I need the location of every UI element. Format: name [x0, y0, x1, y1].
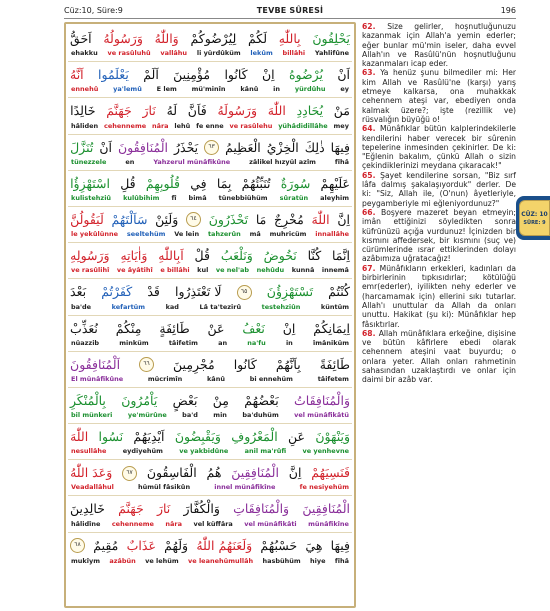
arabic-line — [68, 319, 352, 339]
arabic-line — [68, 427, 352, 447]
translation-paragraph — [362, 22, 516, 68]
verse-number: 65. — [362, 170, 381, 180]
transliteration-word: kad — [165, 302, 179, 311]
transliteration-word: kulistehziû — [71, 193, 112, 202]
sura-title: TEVBE SÛRESİ — [256, 6, 324, 15]
arabic-word: تَسْتَهْزِؤُنَ — [266, 284, 314, 300]
transliteration-word: in — [285, 338, 293, 347]
arabic-word: مِنْ — [212, 392, 229, 408]
transliteration-word: hiye — [310, 556, 326, 565]
transliteration-word: innemâ — [321, 266, 349, 275]
header-divider — [64, 18, 516, 19]
arabic-word: وَلَئِنْ — [155, 211, 179, 227]
transliteration-word: ba'de — [71, 302, 92, 311]
transliteration-word: in — [273, 85, 281, 94]
arabic-word: تُنَبِّئُهُمْ — [241, 175, 271, 191]
transliteration-word: mücrimîn — [147, 374, 183, 383]
ayah-marker: ٦٥ — [237, 285, 252, 300]
verse-row — [68, 171, 352, 207]
transliteration-line — [68, 157, 352, 167]
translation-text: Münâfıklar bütün kalplerindekilerle kendilerini haber verecek bir sûrenin tepelerine inmesinden çekinirler. De ki: "Eğlenin bakalım, çünkü Allah o sizin çekindiklerinizi meydana çıkaracak!" — [362, 124, 516, 171]
arabic-word: نَارَ — [156, 501, 171, 517]
transliteration-line — [68, 556, 352, 566]
arabic-word: وَلَعَنَهُمُ اللّٰهُ — [196, 537, 253, 553]
page-header — [64, 4, 516, 18]
translation-column — [362, 22, 516, 608]
verse-row — [68, 62, 352, 98]
transliteration-word: tünezzele — [71, 157, 107, 166]
transliteration-word: anil ma'rûfi — [244, 447, 287, 456]
transliteration-word: lehû — [174, 121, 191, 130]
arabic-word: ذٰلِكَ — [304, 139, 325, 155]
arabic-word: جَهَنَّمَ — [106, 103, 132, 119]
transliteration-word: ve rasûlehu — [229, 121, 273, 130]
transliteration-word: vel münâfikâti — [244, 519, 297, 528]
translation-paragraph — [362, 264, 516, 329]
transliteration-line — [68, 302, 352, 312]
arabic-word: بِاللّٰهِ — [278, 31, 301, 46]
transliteration-word: sûratün — [279, 193, 309, 202]
verse-row — [68, 279, 352, 315]
arabic-word: لَكُمْ — [247, 31, 267, 46]
arabic-word: سَاَلْتَهُمْ — [111, 211, 148, 227]
transliteration-word: hâlidîne — [71, 519, 101, 528]
arabic-word: اَلَمْ — [143, 67, 159, 83]
arabic-word: اَيْدِيَهُمْ — [133, 429, 165, 445]
transliteration-word: lekûm — [250, 49, 273, 58]
verse-number: 63. — [362, 68, 381, 78]
transliteration-line — [68, 482, 352, 492]
transliteration-word: fe enne — [196, 121, 224, 130]
transliteration-word: minküm — [119, 338, 149, 347]
transliteration-word: fe nesiyehüm — [299, 483, 349, 492]
juz-sura-label: Cüz:10, Süre:9 — [64, 6, 123, 15]
transliteration-word: bil münkeri — [71, 411, 113, 420]
arabic-word: نُعَذِّبْ — [70, 320, 98, 336]
arabic-word: عَذَابٌ — [126, 537, 156, 553]
arabic-line — [68, 29, 352, 49]
arabic-word: الْمُنَافِقِينَ — [302, 501, 350, 517]
transliteration-word: testehziûn — [261, 302, 301, 311]
transliteration-word: tahzerûn — [207, 230, 241, 239]
arabic-word: خَالِدًا — [70, 103, 96, 119]
verse-row — [68, 533, 352, 569]
juz-tab[interactable] — [516, 196, 550, 240]
transliteration-word: nüazzib — [71, 338, 100, 347]
arabic-word: نَسُوا — [98, 429, 124, 445]
transliteration-word: na'fu — [247, 338, 266, 347]
transliteration-word: îmâniküm — [313, 338, 349, 347]
transliteration-word: Yahzerul münâfikûne — [153, 157, 231, 166]
verse-row — [68, 98, 352, 134]
transliteration-word: ey — [340, 85, 349, 94]
arabic-word: تَحْذَرُونَ — [208, 211, 249, 227]
verse-row — [68, 460, 352, 496]
verse-row — [68, 424, 352, 460]
transliteration-word: muhricüm — [269, 230, 307, 239]
verse-number: 68. — [362, 328, 379, 338]
verse-row — [68, 316, 352, 352]
transliteration-word: nehûdu — [256, 266, 285, 275]
transliteration-word: münâfikîne — [308, 519, 349, 528]
transliteration-word: an — [218, 338, 228, 347]
arabic-line — [68, 101, 352, 121]
arabic-word: نَخُوضُ — [263, 248, 297, 264]
arabic-word: لَيَقُولُنَّ — [70, 211, 104, 227]
arabic-word: وَرَسُولَهُ — [217, 103, 257, 119]
transliteration-line — [68, 410, 352, 420]
transliteration-word: ve rasûlihî — [71, 266, 110, 275]
transliteration-word: kânû — [240, 85, 259, 94]
transliteration-word: Lâ ta'tezirû — [199, 302, 242, 311]
transliteration-word: El münâfikûne — [71, 374, 124, 383]
verse-row — [68, 496, 352, 532]
transliteration-word: ye'mürûne — [127, 411, 167, 420]
arabic-word: مُؤْمِنِينَ — [173, 67, 211, 83]
transliteration-word: bi ennehüm — [249, 374, 293, 383]
transliteration-word: tâifetim — [168, 338, 198, 347]
arabic-word: اِنْ — [282, 320, 296, 336]
transliteration-word: Yahlifûne — [314, 49, 349, 58]
transliteration-word: cehenneme — [111, 519, 154, 528]
translation-text: Şayet kendilerine sorsan, "Biz sırf lâfa dalmış şakalaşıyorduk" derler. De ki: "Siz, Allah ile, (O'nun) âyetleriyle, peygamberiyle mi eğleniyordunuz?" — [362, 170, 516, 208]
transliteration-word: zâlikel hızyül azîm — [249, 157, 316, 166]
arabic-word: قَدْ — [147, 284, 160, 300]
verse-number: 67. — [362, 263, 380, 273]
arabic-word: كَانُوا — [233, 356, 257, 372]
arabic-word: اَبِاللّٰهِ — [158, 248, 184, 264]
translation-text: Allah münâfıklara erkeğine, dişisine ve bütün kâfirlere ebedi olarak cehennem ateşini vaat buyurdu; o onlara yeter. Allah onları rahmetinin sahasından uzaklaştırdı ve onlar için daimi bir azâb var. — [362, 328, 516, 385]
arabic-word: مَنْ — [333, 103, 350, 119]
translation-paragraph — [362, 171, 516, 208]
arabic-word: وَرَسُولُهُ — [103, 31, 143, 46]
arabic-word: كَفَرْتُمْ — [101, 284, 133, 300]
verse-number: 66. — [362, 207, 381, 217]
transliteration-word: kânû — [206, 374, 225, 383]
transliteration-line — [68, 84, 352, 94]
transliteration-word: cehenneme — [103, 121, 147, 130]
transliteration-word: ya'lemû — [113, 85, 142, 94]
arabic-line — [68, 246, 352, 266]
ayah-marker: ٦٣ — [204, 140, 219, 155]
transliteration-word: fî — [171, 193, 177, 202]
transliteration-word: ve yakbidûne — [179, 447, 229, 456]
transliteration-word: hâliden — [71, 121, 99, 130]
arabic-word: اَلْمُنَافِقُونَ — [70, 356, 121, 372]
verse-number: 62. — [362, 22, 388, 31]
arabic-word: اللّٰهَ — [311, 211, 330, 227]
verse-row — [68, 243, 352, 279]
arabic-word: الْعَظِيمُ — [225, 139, 261, 155]
transliteration-word: kulûbihim — [123, 193, 160, 202]
verse-row — [68, 207, 352, 243]
ayah-marker: ٦٦ — [139, 357, 154, 372]
ayah-marker: ٦٤ — [186, 212, 201, 227]
translation-text: Size gelirler, hoşnutluğunuzu kazanmak için Allah'a yemin ederler; eğer bunlar mü'min iseler, daha evvel Allah'ın ve Rasûlü'nün hoşnutluğunu kazanmaları icap eder. — [362, 22, 516, 69]
transliteration-word: innel münâfikîne — [214, 483, 276, 492]
arabic-word: كَانُوا — [224, 67, 248, 83]
translation-paragraph — [362, 124, 516, 170]
transliteration-word: ehakku — [71, 49, 98, 58]
transliteration-word: mâ — [249, 230, 261, 239]
transliteration-word: ve yenhevne — [302, 447, 349, 456]
arabic-word: عَلَيْهِمْ — [320, 175, 350, 191]
arabic-word: فِيهَا — [330, 537, 350, 553]
translation-paragraph — [362, 68, 516, 124]
transliteration-word: ve nel'ab — [215, 266, 250, 275]
transliteration-word: fîhâ — [334, 556, 349, 565]
transliteration-word: billâhi — [282, 49, 306, 58]
transliteration-word: innallâhe — [315, 230, 349, 239]
arabic-line — [68, 355, 352, 375]
arabic-line — [68, 138, 352, 158]
arabic-word: فَنَسِيَهُمْ — [311, 465, 350, 481]
arabic-word: بَعْضُهُمْ — [244, 392, 279, 408]
arabic-word: هُمُ — [206, 465, 222, 481]
arabic-word: اللّٰهَ — [70, 429, 89, 445]
arabic-word: يُرْضُوهُ — [288, 67, 323, 83]
verse-row — [68, 135, 352, 171]
ayah-marker: ٦٧ — [122, 466, 137, 481]
arabic-word: بَعْدَ — [70, 284, 87, 300]
arabic-word: الْمُنَافِقُونَ — [117, 139, 168, 155]
arabic-word: فَاَنَّ — [187, 103, 207, 119]
page-number: 196 — [500, 6, 516, 15]
transliteration-word: hümül fâsikûn — [138, 483, 191, 492]
transliteration-word: kefartüm — [111, 302, 146, 311]
arabic-word: لَهُ — [166, 103, 178, 119]
arabic-word: لِيُرْضُوكُمْ — [190, 31, 237, 46]
transliteration-word: mü'minîn — [191, 85, 226, 94]
transliteration-word: yürdûhu — [294, 85, 326, 94]
arabic-line — [68, 174, 352, 194]
arabic-word: الْمَعْرُوفِ — [231, 429, 278, 445]
arabic-line — [68, 391, 352, 411]
transliteration-word: kul — [197, 266, 209, 275]
arabic-word: وَاٰيَاتِهِ — [120, 248, 148, 264]
arabic-word: مُخْرِجٌ — [274, 211, 304, 227]
transliteration-word: aleyhim — [320, 193, 349, 202]
transliteration-line — [68, 48, 352, 58]
arabic-word: يَحْذَرُ — [173, 139, 199, 155]
arabic-word: بِاَنَّهُمْ — [275, 356, 301, 372]
verse-row — [68, 26, 352, 62]
verse-row — [68, 388, 352, 424]
arabic-word: عَنْ — [207, 320, 225, 336]
arabic-word: اَحَقُّ — [70, 31, 92, 46]
arabic-word: وَيَنْهَوْنَ — [315, 429, 350, 445]
arabic-word: نَعْفُ — [242, 320, 265, 336]
arabic-word: طَائِفَةً — [319, 356, 350, 372]
transliteration-word: kunnâ — [291, 266, 315, 275]
arabic-word: طَائِفَةٍ — [159, 320, 190, 336]
arabic-word: فِي — [190, 175, 207, 191]
ayah-marker: ٦٨ — [70, 538, 85, 553]
arabic-word: يَحْلِفُونَ — [312, 31, 350, 46]
transliteration-word: nâra — [165, 519, 183, 528]
transliteration-line — [68, 121, 352, 131]
arabic-word: اللّٰهَ — [267, 103, 286, 119]
arabic-word: وَالْمُنَافِقَاتُ — [294, 392, 350, 408]
transliteration-line — [68, 265, 352, 275]
transliteration-word: e billâhi — [160, 266, 190, 275]
transliteration-line — [68, 374, 352, 384]
arabic-word: مَا — [255, 211, 267, 227]
juz-tab-juz: CÜZ: 10 — [521, 210, 548, 218]
arabic-word: الْخِزْيُ — [266, 139, 299, 155]
transliteration-word: ba'duhüm — [242, 411, 279, 420]
arabic-word: اِنَّ — [337, 211, 350, 227]
arabic-word: وَالْمُنَافِقَاتِ — [233, 501, 290, 517]
transliteration-word: min — [213, 411, 227, 420]
juz-tab-badge — [519, 200, 550, 236]
translation-text: Münâfıkların erkekleri, kadınları da birbirlerinin tıpkısıdırlar; kötülüğü emr(ederler), iyilikten nehy ederler ve (harcamamak için) ellerini sıkı tutarlar. Allah'ı unuttular da Allah da onları unuttu. Hakikat (şu ki): Münâfıklar hep fâsıktırlar. — [362, 263, 516, 329]
arabic-line — [68, 282, 352, 302]
arabic-word: اسْتَهْزِؤُا — [70, 175, 110, 191]
arabic-word: كُنْتُمْ — [328, 284, 350, 300]
transliteration-line — [68, 338, 352, 348]
transliteration-word: tâifetem — [317, 374, 349, 383]
transliteration-word: ve lehüm — [145, 556, 179, 565]
arabic-word: مِنْكُمْ — [115, 320, 142, 336]
arabic-word: خَالِدِينَ — [70, 501, 105, 517]
arabic-word: اِيمَانِكُمْ — [313, 320, 350, 336]
transliteration-line — [68, 519, 352, 529]
arabic-word: مُجْرِمِينَ — [173, 356, 215, 372]
transliteration-word: nesullâhe — [71, 447, 107, 456]
arabic-word: قُلُوبِهِمْ — [145, 175, 181, 191]
transliteration-word: E lem — [156, 85, 177, 94]
juz-tab-sura: SÛRE: 9 — [523, 219, 546, 226]
arabic-word: قُلِ — [120, 175, 136, 191]
arabic-line — [68, 210, 352, 230]
transliteration-word: tünebbiühüm — [218, 193, 268, 202]
arabic-word: وَالْكُفَّارَ — [183, 501, 220, 517]
arabic-word: الْفَاسِقُونَ — [146, 465, 197, 481]
arabic-word: يَعْلَمُوا — [98, 67, 129, 83]
arabic-word: تُنَزَّلَ — [70, 139, 94, 155]
arabic-word: الْمُنَافِقِينَ — [231, 465, 279, 481]
arabic-word: فِيهَا — [330, 139, 350, 155]
arabic-word: اِنْ — [261, 67, 275, 83]
arabic-word: وَنَلْعَبُ — [220, 248, 253, 264]
arabic-line — [68, 536, 352, 556]
arabic-word: اَنْ — [337, 67, 350, 83]
transliteration-word: en — [125, 157, 135, 166]
arabic-word: وَرَسُولِهِ — [70, 248, 110, 264]
transliteration-word: bimâ — [188, 193, 207, 202]
arabic-word: لَا تَعْتَذِرُوا — [175, 284, 222, 300]
arabic-word: عَنِ — [288, 429, 305, 445]
verse-row — [68, 352, 352, 388]
transliteration-word: ve rasûluhû — [107, 49, 151, 58]
arabic-word: سُورَةٌ — [280, 175, 311, 191]
transliteration-word: le yekûlünne — [71, 230, 119, 239]
transliteration-line — [68, 193, 352, 203]
arabic-word: نَارَ — [142, 103, 156, 119]
arabic-line — [68, 463, 352, 483]
arabic-line — [68, 499, 352, 519]
arabic-word: بَعْضٍ — [172, 392, 198, 408]
translation-paragraph — [362, 208, 516, 264]
transliteration-word: li yürdûküm — [196, 49, 241, 58]
arabic-word: وَعَدَ اللّٰهُ — [70, 465, 113, 481]
arabic-word: هِيَ — [305, 537, 323, 553]
transliteration-word: vel münâfikâtü — [294, 411, 349, 420]
arabic-word: يُحَادِدِ — [296, 103, 324, 119]
transliteration-word: mukîym — [71, 556, 100, 565]
transliteration-word: yühâdidillâhe — [278, 121, 328, 130]
arabic-word: بِمَا — [216, 175, 232, 191]
transliteration-word: nâra — [151, 121, 169, 130]
transliteration-word: azâbün — [109, 556, 136, 565]
arabic-word: بِالْمُنْكَرِ — [70, 392, 106, 408]
transliteration-word: vallâhu — [160, 49, 188, 58]
translation-paragraph — [362, 329, 516, 385]
transliteration-line — [68, 446, 352, 456]
arabic-word: جَهَنَّمَ — [118, 501, 144, 517]
translation-text: Ya henüz şunu bilmediler mi: Her kim Allah ve Rasûlü'ne (karşı) yarış etmeye kalkarsa, ona muhakkak cehennem ateşi var, ebediyen onda kalmak üzere?; işte (rezillik ve) rüsvalığın büyüğü o! — [362, 68, 516, 124]
transliteration-line — [68, 229, 352, 239]
arabic-word: وَاللّٰهُ — [154, 31, 179, 46]
transliteration-word: vel küffâra — [193, 519, 233, 528]
transliteration-word: eydiyehüm — [122, 447, 163, 456]
arabic-word: يَاْمُرُونَ — [121, 392, 158, 408]
verse-rows — [68, 26, 352, 569]
transliteration-word: ve âyâtihî — [116, 266, 153, 275]
transliteration-word: seeltehüm — [126, 230, 166, 239]
translation-text: Boşyere mazeret beyan etmeyin; imân ettiğinizi söyledikten sonra küfrünüzü açığa vurdunuz! İçinizden bir kısmını affedersek, bir kısmını (suç ve) cürümlerinde ısrar ettiklerinden dolayı azâbımıza uğratacağız! — [362, 207, 516, 264]
arabic-word: وَيَقْبِضُونَ — [174, 429, 221, 445]
arabic-word: اَنْ — [99, 139, 112, 155]
arabic-word: حَسْبُهُمْ — [260, 537, 298, 553]
transliteration-word: Veadallâhul — [71, 483, 114, 492]
transliteration-word: Ve lein — [174, 230, 200, 239]
arabic-word: كُنَّا — [307, 248, 322, 264]
arabic-line — [68, 65, 352, 85]
transliteration-word: ennehû — [71, 85, 99, 94]
transliteration-word: ve leanehümullâh — [188, 556, 254, 565]
verse-number: 64. — [362, 124, 380, 134]
transliteration-word: mey — [333, 121, 349, 130]
arabic-word: وَلَهُمْ — [164, 537, 189, 553]
arabic-word: اِنَّ — [288, 465, 302, 481]
transliteration-word: hasbühüm — [262, 556, 301, 565]
arabic-word: اِنَّمَا — [332, 248, 350, 264]
transliteration-word: ba'd — [182, 411, 198, 420]
transliteration-word: fîhâ — [334, 157, 349, 166]
arabic-word: مُقِيمٌ — [93, 537, 119, 553]
transliteration-word: küntüm — [320, 302, 349, 311]
arabic-word: اَنَّهُ — [70, 67, 84, 83]
arabic-word: قُلْ — [194, 248, 210, 264]
